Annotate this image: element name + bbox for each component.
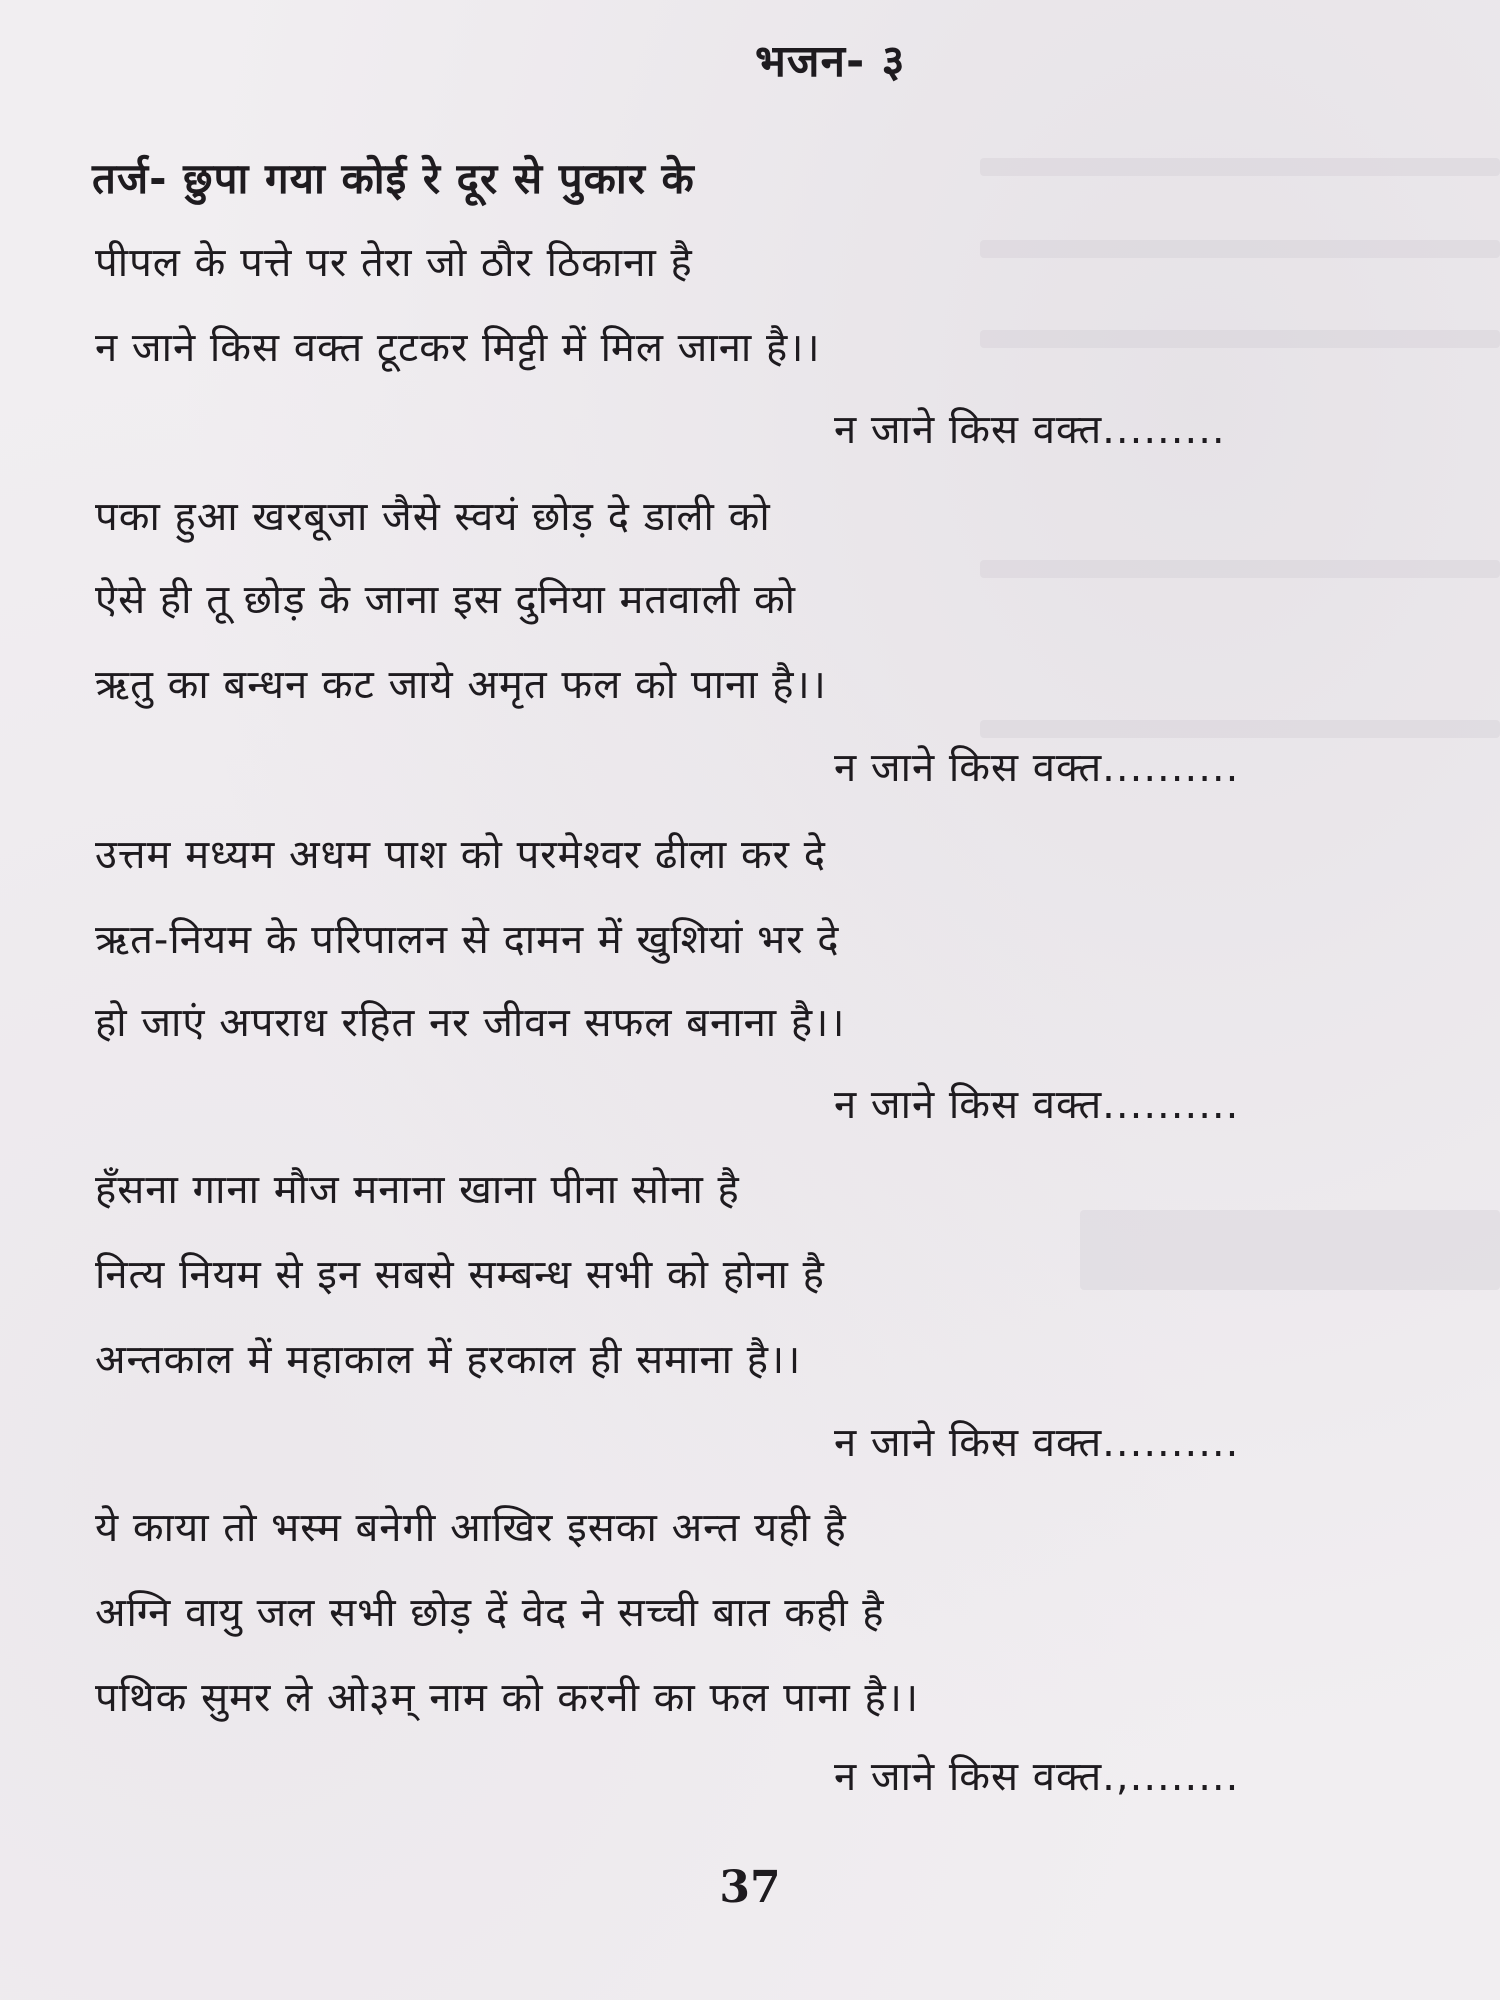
verse-line: न जाने किस वक्त टूटकर मिट्टी में मिल जाना है।। [95, 325, 821, 371]
refrain-line: न जाने किस वक्त.......... [834, 745, 1240, 791]
verse-line: पथिक सुमर ले ओ३म् नाम को करनी का फल पाना है।। [95, 1675, 920, 1721]
verse-line: पीपल के पत्ते पर तेरा जो ठौर ठिकाना है [95, 240, 693, 286]
refrain-line: न जाने किस वक्त......... [834, 407, 1226, 453]
tune-line: तर्ज- छुपा गया कोई रे दूर से पुकार के [92, 154, 695, 203]
show-through-line [980, 720, 1500, 738]
verse-line: ऐसे ही तू छोड़ के जाना इस दुनिया मतवाली को [95, 577, 797, 623]
verse-line: हँसना गाना मौज मनाना खाना पीना सोना है [95, 1167, 740, 1213]
show-through-line [1080, 1210, 1500, 1290]
show-through-line [980, 330, 1500, 348]
page-number: 37 [719, 1862, 781, 1913]
verse-line: पका हुआ खरबूजा जैसे स्वयं छोड़ दे डाली को [95, 494, 771, 540]
verse-line: उत्तम मध्यम अधम पाश को परमेश्वर ढीला कर दे [95, 832, 826, 878]
verse-line: नित्य नियम से इन सबसे सम्बन्ध सभी को होना है [95, 1252, 825, 1298]
bhajan-heading: भजन- ३ [755, 36, 906, 87]
show-through-line [980, 240, 1500, 258]
verse-line: अन्तकाल में महाकाल में हरकाल ही समाना है।। [95, 1337, 802, 1383]
refrain-line: न जाने किस वक्त.,........ [834, 1754, 1240, 1800]
show-through-line [980, 158, 1500, 176]
verse-line: ऋतु का बन्धन कट जाये अमृत फल को पाना है।। [95, 662, 827, 708]
verse-line: अग्नि वायु जल सभी छोड़ दें वेद ने सच्ची बात कही है [95, 1590, 885, 1636]
verse-line: ऋत-नियम के परिपालन से दामन में खुशियां भर दे [95, 917, 840, 963]
show-through-line [980, 560, 1500, 578]
verse-line: ये काया तो भस्म बनेगी आखिर इसका अन्त यही है [95, 1505, 847, 1551]
refrain-line: न जाने किस वक्त.......... [834, 1420, 1240, 1466]
verse-line: हो जाएं अपराध रहित नर जीवन सफल बनाना है।। [95, 1000, 846, 1046]
refrain-line: न जाने किस वक्त.......... [834, 1082, 1240, 1128]
